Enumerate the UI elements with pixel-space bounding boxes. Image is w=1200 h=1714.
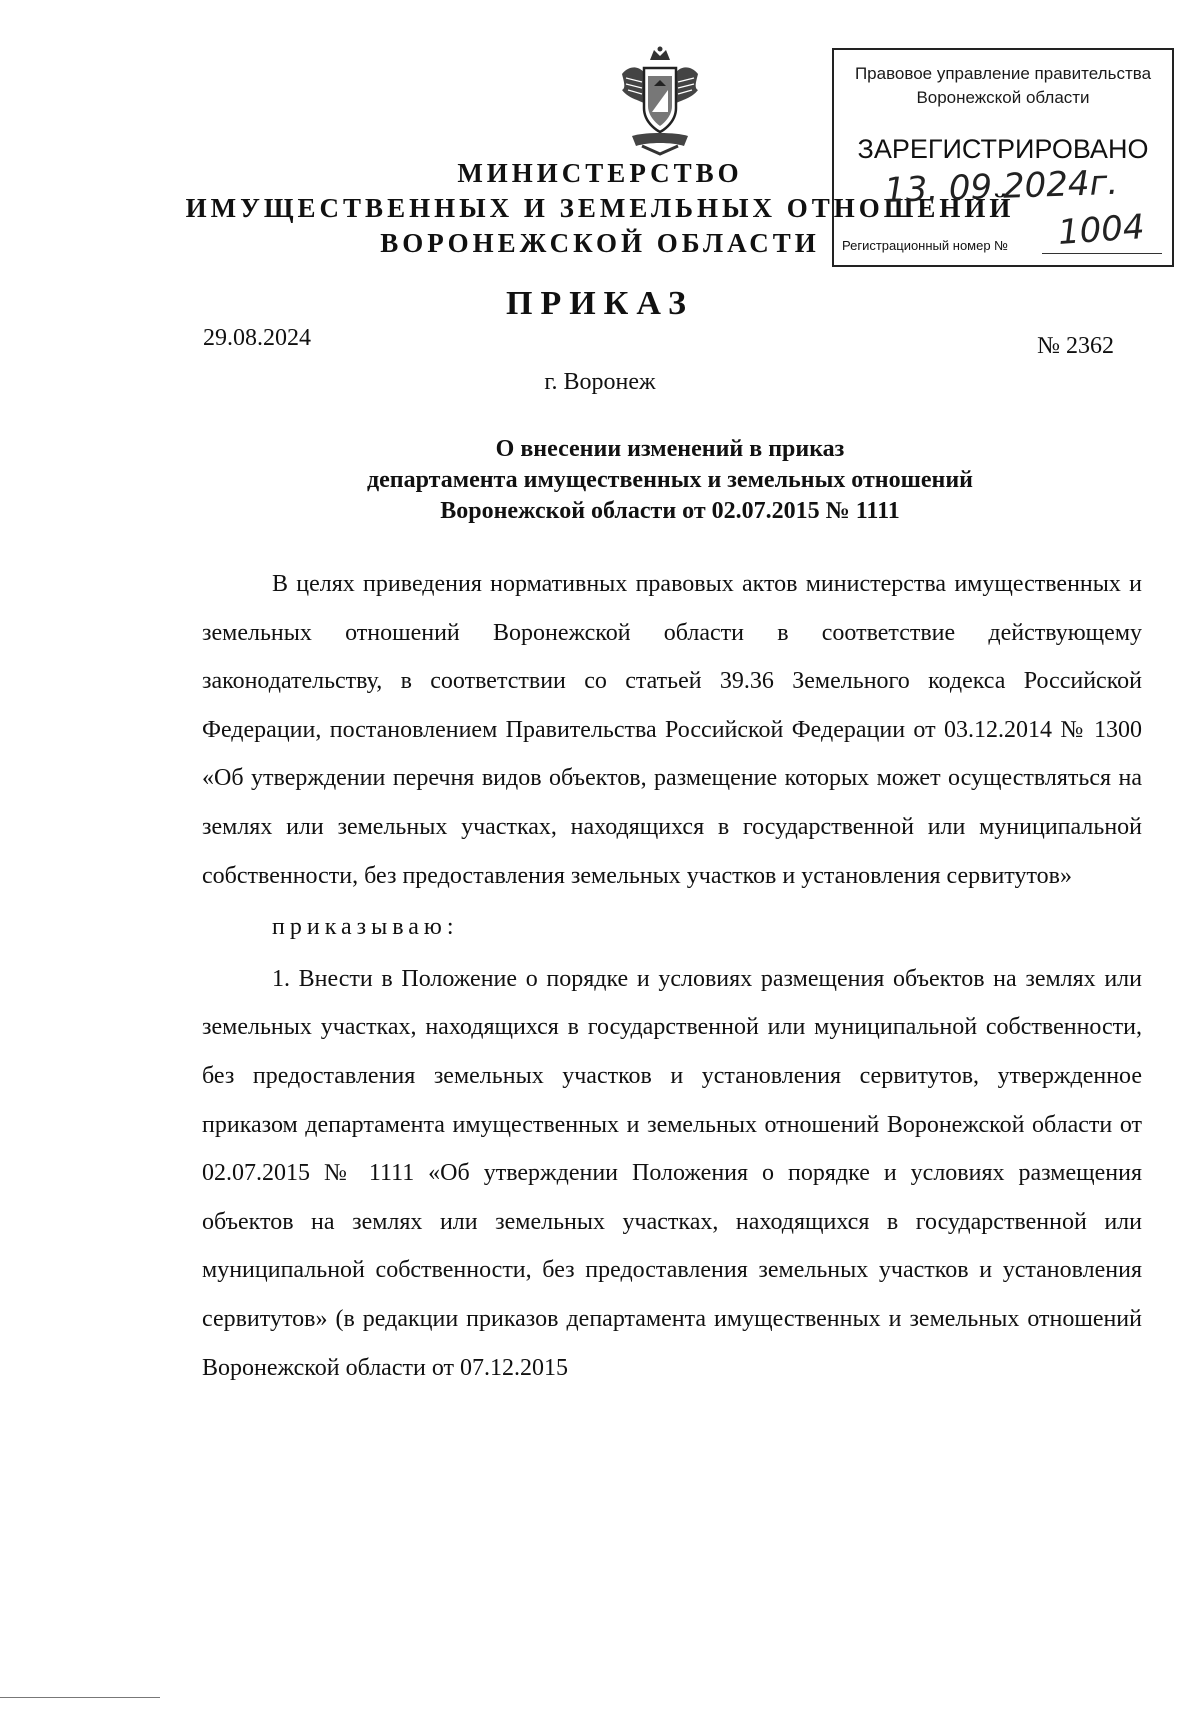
subject-line-2: департамента имущественных и земельных отношений (366, 467, 974, 493)
document-title: ПРИКАЗ (506, 285, 694, 322)
subject-line-1: О внесении изменений в приказ (495, 436, 845, 462)
item-1-paragraph: 1. Внести в Положение о порядке и условиях размещения объектов на землях или земельных участках, находящихся в государственной или муниципальной собственности, без предоставления земельных участков и установления сервитутов, утвержденное приказом департамента имущественных и земельных отношений Воронежской области от 02.07.2015 № 1111 «Об утверждении Положения о порядке и условиях размещения объектов на землях или земельных участках, находящихся в государственной или муниципальной собственности, без предоставления земельных участков и установления сервитутов» (в редакции приказов департамента имущественных и земельных отношений Воронежской области от 07.12.2015 (202, 965, 1142, 1381)
stamp-status: ЗАРЕГИСТРИРОВАНО (857, 134, 1149, 164)
registration-stamp (832, 48, 1174, 267)
order-number: № 2362 (1037, 333, 1114, 359)
order-city: г. Воронеж (544, 369, 656, 395)
stamp-registration-line (1042, 253, 1162, 254)
order-subject (200, 434, 1140, 527)
stamp-registration-number: 1004 (1056, 207, 1146, 253)
stamp-organization: Правовое управление правительства Воронежской области (854, 64, 1152, 107)
coat-of-arms-icon (616, 46, 704, 156)
scan-artifact-line (0, 1697, 160, 1698)
order-body (202, 560, 1142, 1392)
preamble-paragraph: В целях приведения нормативных правовых актов министерства имущественных и земельных отношений Воронежской области в соответствие действующему законодательству, в соответствии со статьей 39.36 Земельного кодекса Российской Федерации, постановлением Правительства Российской Федерации от 03.12.2014 № 1300 «Об утверждении перечня видов объектов, размещение которых может осуществляться на землях или земельных участках, находящихся в государственной или муниципальной собственности, без предоставления земельных участков и установления сервитутов» (202, 571, 1142, 889)
subject-line-3: Воронежской области от 02.07.2015 № 1111 (440, 498, 900, 524)
stamp-handwritten-date: 13. 09 2024г. (883, 162, 1119, 211)
ministry-name-line-1: МИНИСТЕРСТВО (457, 158, 743, 188)
stamp-registration-label: Регистрационный номер № (842, 238, 1009, 253)
ministry-name-line-3: ВОРОНЕЖСКОЙ ОБЛАСТИ (380, 228, 820, 258)
order-date: 29.08.2024 (203, 325, 311, 351)
decree-word: приказываю: (272, 914, 459, 941)
ministry-name-line-2: ИМУЩЕСТВЕННЫХ И ЗЕМЕЛЬНЫХ ОТНОШЕНИЙ (185, 193, 1015, 223)
